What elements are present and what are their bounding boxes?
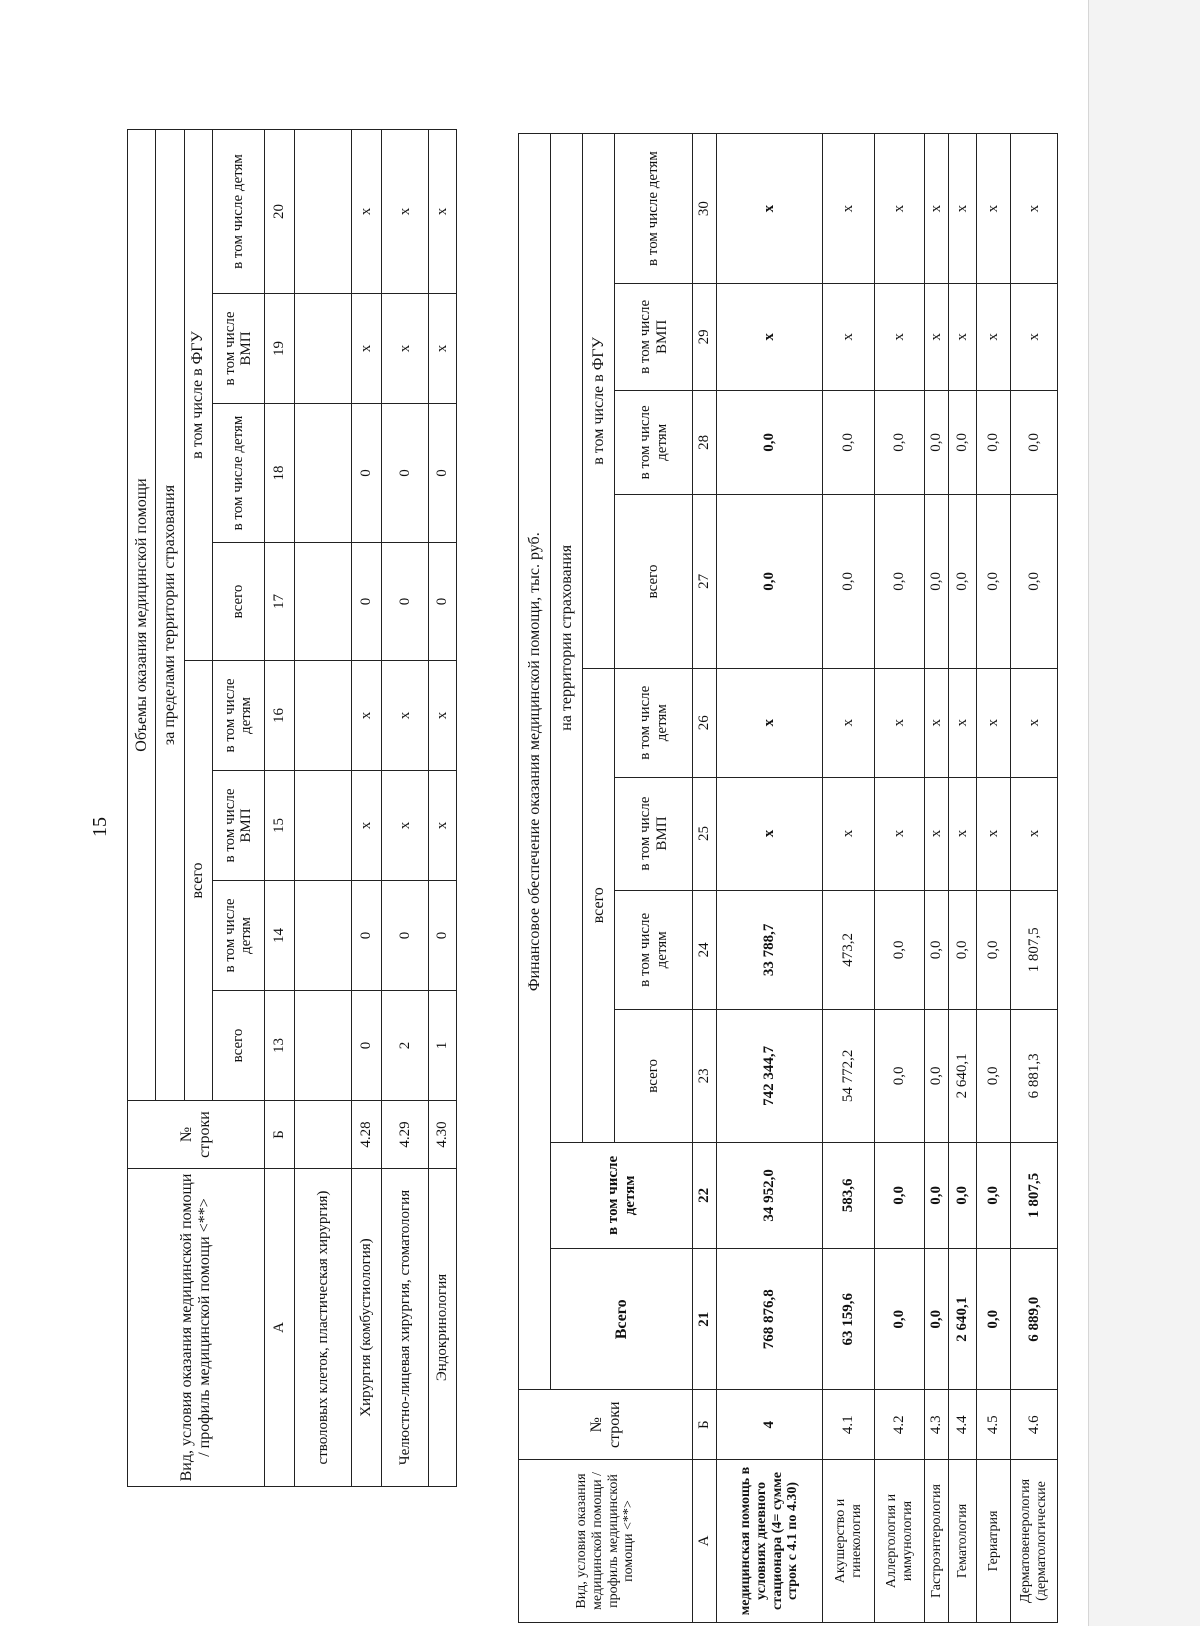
cell: х [428, 661, 456, 771]
cell: х [875, 284, 925, 391]
cell: х [382, 129, 428, 293]
header-vmp: в том числе ВМП [212, 771, 264, 881]
row-number: 4.2 [875, 1390, 925, 1460]
volume-table [127, 129, 457, 1487]
header-children: в том числе детям [551, 1142, 693, 1249]
code-cell: 13 [265, 991, 295, 1101]
cell: х [949, 777, 977, 890]
cell: 0,0 [977, 890, 1011, 1010]
cell: 0 [382, 881, 428, 991]
header-finance: Финансовое обеспечение оказания медицинской помощи, тыс. руб. [519, 134, 551, 1390]
row-name: стволовых клеток, пластическая хирургия) [295, 1169, 352, 1487]
page-edge [1088, 0, 1200, 1626]
col-header-rowno: № строки [128, 1101, 265, 1169]
cell: х [977, 668, 1011, 777]
cell: 0,0 [823, 390, 875, 494]
cell: х [949, 284, 977, 391]
cell [295, 404, 352, 543]
cell: 2 640,1 [949, 1249, 977, 1390]
cell: 1 807,5 [1011, 890, 1058, 1010]
cell: х [382, 661, 428, 771]
cell [295, 661, 352, 771]
cell: х [428, 771, 456, 881]
row-number: 4.28 [351, 1101, 381, 1169]
cell: 768 876,8 [717, 1249, 823, 1390]
header-total: всего [212, 991, 264, 1101]
header-children-b: в том числе детям [212, 661, 264, 771]
cell: х [351, 771, 381, 881]
cell: 0,0 [925, 1010, 949, 1143]
table-row [382, 129, 428, 1486]
cell: 2 640,1 [949, 1010, 977, 1143]
header-total: Всего [551, 1249, 693, 1390]
header-outside-territory: за пределами территории страхования [156, 129, 184, 1100]
cell: 6 881,3 [1011, 1010, 1058, 1143]
cell: х [977, 284, 1011, 391]
cell: х [1011, 777, 1058, 890]
page-number: 15 [89, 817, 111, 837]
row-name: Аллергология и иммунология [875, 1459, 925, 1622]
table-row [295, 129, 352, 1486]
cell: х [925, 284, 949, 391]
code-row [265, 129, 295, 1486]
cell: 34 952,0 [717, 1142, 823, 1249]
header-children-fgu: в том числе детям [615, 390, 693, 494]
cell: х [428, 129, 456, 293]
cell [295, 991, 352, 1101]
row-number: 4.6 [1011, 1390, 1058, 1460]
cell: 742 344,7 [717, 1010, 823, 1143]
cell: 0 [428, 881, 456, 991]
cell: 0,0 [717, 494, 823, 668]
cell: х [875, 134, 925, 284]
col-header-kind: Вид, условия оказания медицинской помощи / профиль медицинской помощи <**> [128, 1169, 265, 1487]
row-number: 4 [717, 1390, 823, 1460]
finance-table [518, 133, 1058, 1623]
header-territory: на территории страхования [551, 134, 583, 1143]
cell: 0,0 [977, 494, 1011, 668]
header-vmp-fgu: в том числе ВМП [212, 294, 264, 404]
cell: 0,0 [925, 1249, 949, 1390]
cell: 0,0 [1011, 494, 1058, 668]
cell: х [1011, 668, 1058, 777]
cell: 33 788,7 [717, 890, 823, 1010]
cell: 1 807,5 [1011, 1142, 1058, 1249]
cell: 0,0 [949, 494, 977, 668]
col-header-rowno: № строки [519, 1390, 693, 1460]
cell: 0,0 [875, 494, 925, 668]
cell: х [717, 668, 823, 777]
cell: х [351, 294, 381, 404]
header-all: всего [184, 661, 212, 1101]
header-children-fgu: в том числе детям [212, 404, 264, 543]
cell: х [1011, 134, 1058, 284]
code-cell: 22 [693, 1142, 717, 1249]
row-number: 4.29 [382, 1101, 428, 1169]
cell [295, 771, 352, 881]
code-cell: 26 [693, 668, 717, 777]
cell: х [428, 294, 456, 404]
code-cell: 14 [265, 881, 295, 991]
row-number: 4.3 [925, 1390, 949, 1460]
table-row [1011, 134, 1058, 1623]
header-total-fgu: всего [615, 494, 693, 668]
cell: 0,0 [875, 1142, 925, 1249]
row-name: медицинская помощь в условиях дневного стационара (4= сумме строк с 4.1 по 4.30) [717, 1459, 823, 1622]
cell: 473,2 [823, 890, 875, 1010]
header-children-a2: в том числе детям [615, 668, 693, 777]
row-name: Эндокринология [428, 1169, 456, 1487]
header-children-fgu-2: в том числе детям [212, 129, 264, 293]
table-row [428, 129, 456, 1486]
table-row [949, 134, 977, 1623]
cell: 0,0 [977, 1249, 1011, 1390]
cell: 0,0 [875, 1249, 925, 1390]
row-number: 4.5 [977, 1390, 1011, 1460]
cell: 63 159,6 [823, 1249, 875, 1390]
table-row [875, 134, 925, 1623]
table-row [823, 134, 875, 1623]
code-cell: 16 [265, 661, 295, 771]
cell: 0 [382, 404, 428, 543]
cell: х [717, 777, 823, 890]
cell: 0,0 [949, 1142, 977, 1249]
cell [295, 129, 352, 293]
cell: 6 889,0 [1011, 1249, 1058, 1390]
row-number [295, 1101, 352, 1169]
cell: 0,0 [949, 890, 977, 1010]
cell: 0 [382, 543, 428, 661]
header-volume: Объемы оказания медицинской помощи [128, 129, 156, 1100]
header-all: всего [583, 668, 615, 1142]
cell: 0,0 [717, 390, 823, 494]
cell: 0 [351, 543, 381, 661]
cell: х [823, 777, 875, 890]
code-cell: 20 [265, 129, 295, 293]
row-number: 4.30 [428, 1101, 456, 1169]
code-cell: А [265, 1169, 295, 1487]
code-cell: 21 [693, 1249, 717, 1390]
cell: 0,0 [925, 890, 949, 1010]
row-name: Челюстно-лицевая хирургия, стоматология [382, 1169, 428, 1487]
cell: 1 [428, 991, 456, 1101]
cell: 0 [428, 543, 456, 661]
code-cell: А [693, 1459, 717, 1622]
table-row [717, 134, 823, 1623]
code-cell: 28 [693, 390, 717, 494]
header-total-fgu: всего [212, 543, 264, 661]
cell: 0,0 [925, 494, 949, 668]
cell: 583,6 [823, 1142, 875, 1249]
cell: х [717, 134, 823, 284]
header-fgu: в том числе в ФГУ [184, 129, 212, 660]
cell: 0,0 [875, 390, 925, 494]
code-cell: 29 [693, 284, 717, 391]
code-cell: 27 [693, 494, 717, 668]
code-cell: Б [693, 1390, 717, 1460]
cell: 0,0 [977, 390, 1011, 494]
cell: 0,0 [925, 1142, 949, 1249]
cell: 0,0 [977, 1010, 1011, 1143]
cell: х [1011, 284, 1058, 391]
cell: х [351, 661, 381, 771]
code-cell: 23 [693, 1010, 717, 1143]
cell: х [977, 777, 1011, 890]
header-children: в том числе детям [212, 881, 264, 991]
cell: 0,0 [949, 390, 977, 494]
code-cell: 18 [265, 404, 295, 543]
header-vmp-fgu: в том числе ВМП [615, 284, 693, 391]
cell: х [949, 134, 977, 284]
code-row [693, 134, 717, 1623]
cell: 0,0 [977, 1142, 1011, 1249]
cell: 0 [428, 404, 456, 543]
cell [295, 881, 352, 991]
cell: х [351, 129, 381, 293]
cell: х [823, 284, 875, 391]
volume-table-wrapper [127, 130, 457, 1487]
cell: х [925, 777, 949, 890]
code-cell: 25 [693, 777, 717, 890]
row-number: 4.4 [949, 1390, 977, 1460]
cell: 0,0 [875, 890, 925, 1010]
cell: х [823, 134, 875, 284]
col-header-kind: Вид, условия оказания медицинской помощи / профиль медицинской помощи <**> [519, 1459, 693, 1622]
code-cell: 24 [693, 890, 717, 1010]
row-name: Дерматовенерология (дерматологические [1011, 1459, 1058, 1622]
cell: х [823, 668, 875, 777]
code-cell: Б [265, 1101, 295, 1169]
cell: 0,0 [925, 390, 949, 494]
cell: 0 [351, 404, 381, 543]
code-cell: 19 [265, 294, 295, 404]
header-children-a: в том числе детям [615, 890, 693, 1010]
row-name: Гастроэнтерология [925, 1459, 949, 1622]
cell [295, 294, 352, 404]
cell: 0 [351, 881, 381, 991]
cell: 0 [351, 991, 381, 1101]
cell: 0,0 [823, 494, 875, 668]
table-row [351, 129, 381, 1486]
cell: 0,0 [1011, 390, 1058, 494]
cell: х [875, 668, 925, 777]
cell: х [875, 777, 925, 890]
row-name: Гериатрия [977, 1459, 1011, 1622]
cell [295, 543, 352, 661]
cell: х [949, 668, 977, 777]
finance-table-wrapper [518, 133, 1049, 1623]
table-row [977, 134, 1011, 1623]
cell: х [977, 134, 1011, 284]
cell: 0,0 [875, 1010, 925, 1143]
code-cell: 15 [265, 771, 295, 881]
row-name: Хирургия (комбустиология) [351, 1169, 381, 1487]
header-children-fgu-2: в том числе детям [615, 134, 693, 284]
code-cell: 30 [693, 134, 717, 284]
header-fgu: в том числе в ФГУ [583, 134, 615, 669]
cell: 54 772,2 [823, 1010, 875, 1143]
row-name: Гематология [949, 1459, 977, 1622]
cell: х [925, 134, 949, 284]
code-cell: 17 [265, 543, 295, 661]
cell: х [382, 294, 428, 404]
cell: х [382, 771, 428, 881]
header-total-a: всего [615, 1010, 693, 1143]
row-number: 4.1 [823, 1390, 875, 1460]
cell: х [717, 284, 823, 391]
cell: х [925, 668, 949, 777]
cell: 2 [382, 991, 428, 1101]
table-row [925, 134, 949, 1623]
row-name: Акушерство и гинекология [823, 1459, 875, 1622]
header-vmp-a: в том числе ВМП [615, 777, 693, 890]
